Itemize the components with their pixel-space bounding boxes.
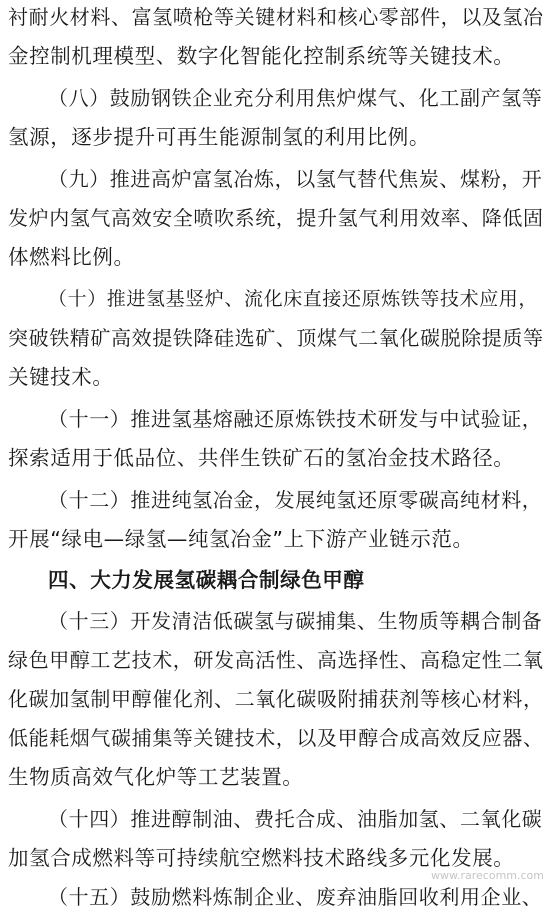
text-line: 金控制机理模型、数字化智能化控制系统等关键技术。 — [8, 44, 515, 68]
watermark: www.rarecomm.com — [431, 869, 544, 882]
text-line: 低能耗烟气碳捕集等关键技术，以及甲醇合成高效反应器、 — [8, 726, 544, 750]
text-line: （十）推进氢基竖炉、流化床直接还原炼铁等技术应用， — [48, 288, 539, 310]
text-line: 探索适用于低品位、共伴生铁矿石的氢冶金技术路径。 — [8, 446, 515, 470]
text-line: （九）推进高炉富氢冶炼，以氢气替代焦炭、煤粉，开 — [48, 167, 543, 191]
text-line: 生物质高效气化炉等工艺装置。 — [8, 765, 304, 789]
text-line: 氢源，逐步提升可再生能源制氢的利用比例。 — [8, 125, 430, 149]
text-line: 化碳加氢制甲醇催化剂、二氧化碳吸附捕获剂等核心材料， — [8, 687, 544, 711]
text-line: （十三）开发清洁低碳氢与碳捕集、生物质等耦合制备 — [48, 609, 543, 633]
text-line: 关键技术。 — [8, 365, 114, 389]
text-line: 开展“绿电—绿氢—纯氢冶金”上下游产业链示范。 — [8, 527, 474, 551]
text-line: 突破铁精矿高效提铁降硅选矿、顶煤气二氧化碳脱除提质等 — [8, 326, 544, 350]
text-line: 衬耐火材料、富氢喷枪等关键材料和核心零部件，以及氢冶 — [8, 5, 544, 29]
text-line: （十二）推进纯氢冶金，发展纯氢还原零碳高纯材料， — [48, 488, 543, 512]
text-line: （八）鼓励钢铁企业充分利用焦炉煤气、化工副产氢等 — [48, 86, 543, 110]
text-line: 发炉内氢气高效安全喷吹系统，提升氢气利用效率、降低固 — [8, 206, 544, 230]
text-line: （十五）鼓励燃料炼制企业、废弃油脂回收利用企业、 — [48, 885, 543, 909]
text-line: 体燃料比例。 — [8, 245, 135, 269]
text-line: 加氢合成燃料等可持续航空燃料技术路线多元化发展。 — [8, 846, 515, 870]
section-heading: 四、大力发展氢碳耦合制绿色甲醇 — [48, 568, 365, 592]
text-line: 绿色甲醇工艺技术，研发高活性、高选择性、高稳定性二氧 — [8, 648, 544, 672]
text-line: （十一）推进氢基熔融还原炼铁技术研发与中试验证， — [48, 407, 543, 431]
text-line: （十四）推进醇制油、费托合成、油脂加氢、二氧化碳 — [48, 807, 543, 831]
